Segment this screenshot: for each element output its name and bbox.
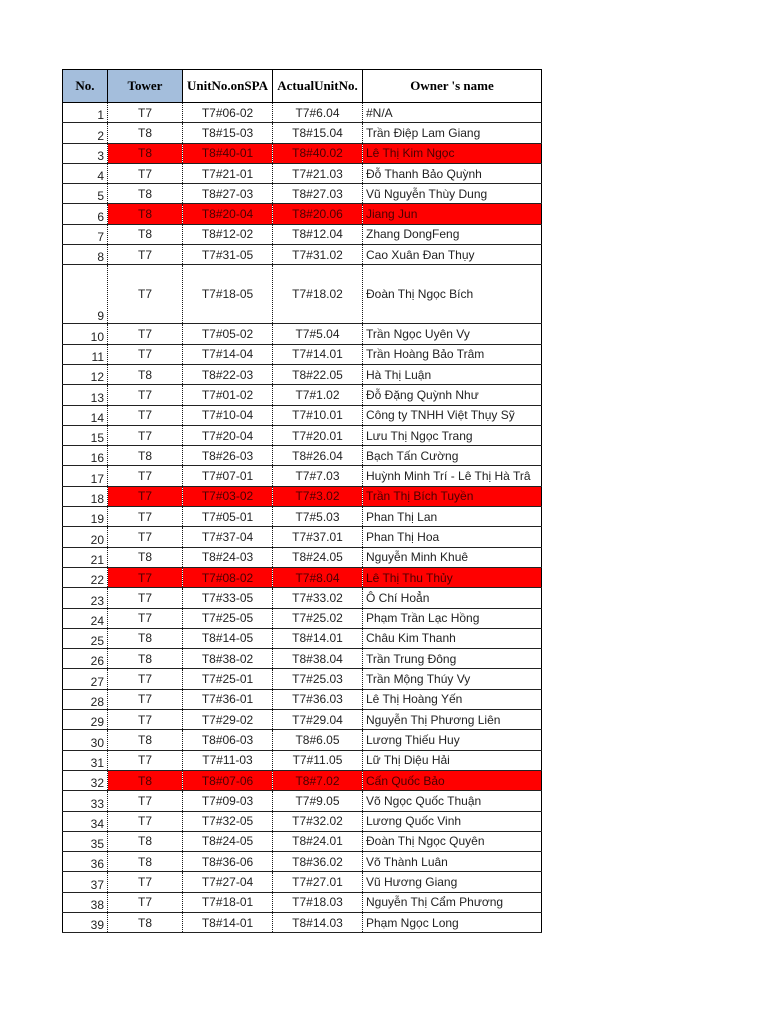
cell-unit-spa[interactable]: T7#05-02 [183,324,273,344]
cell-unit-spa[interactable]: T7#14-04 [183,344,273,364]
cell-unit-actual[interactable]: T8#26.04 [273,446,363,466]
cell-tower[interactable]: T7 [108,608,183,628]
cell-tower[interactable]: T7 [108,689,183,709]
table-row [63,730,542,750]
cell-owner[interactable]: Lương Thiếu Huy [363,730,542,750]
table-row [63,446,542,466]
cell-tower[interactable]: T8 [108,831,183,851]
cell-unit-actual[interactable]: T7#33.02 [273,588,363,608]
cell-owner[interactable]: Lê Thị Hoàng Yến [363,689,542,709]
cell-tower[interactable]: T7 [108,710,183,730]
cell-no[interactable]: 12 [63,364,108,384]
cell-no[interactable]: 36 [63,852,108,872]
cell-no[interactable]: 14 [63,405,108,425]
cell-no[interactable]: 31 [63,750,108,770]
cell-tower[interactable]: T7 [108,486,183,506]
cell-tower[interactable]: T8 [108,628,183,648]
cell-unit-actual[interactable]: T7#31.02 [273,245,363,265]
cell-no[interactable]: 15 [63,425,108,445]
cell-unit-actual[interactable]: T7#9.05 [273,791,363,811]
table-row [63,224,542,244]
cell-unit-actual[interactable]: T7#25.03 [273,669,363,689]
cell-owner[interactable]: Vũ Nguyễn Thùy Dung [363,184,542,204]
cell-unit-spa[interactable]: T8#36-06 [183,852,273,872]
table-row [63,588,542,608]
cell-tower[interactable]: T7 [108,507,183,527]
cell-owner[interactable]: Bạch Tấn Cường [363,446,542,466]
cell-unit-spa[interactable]: T8#15-03 [183,123,273,143]
cell-owner[interactable]: Huỳnh Minh Trí - Lê Thị Hà Trâ [363,466,542,486]
cell-unit-spa[interactable]: T7#31-05 [183,245,273,265]
cell-tower[interactable]: T7 [108,425,183,445]
cell-unit-spa[interactable]: T8#14-01 [183,912,273,932]
cell-no[interactable]: 17 [63,466,108,486]
cell-unit-spa[interactable]: T8#07-06 [183,770,273,790]
cell-owner[interactable]: Trần Trung Đông [363,649,542,669]
cell-owner[interactable]: Lê Thị Kim Ngọc [363,143,542,163]
cell-unit-spa[interactable]: T7#36-01 [183,689,273,709]
cell-unit-spa[interactable]: T8#24-03 [183,547,273,567]
cell-unit-spa[interactable]: T7#05-01 [183,507,273,527]
cell-unit-spa[interactable]: T8#20-04 [183,204,273,224]
cell-owner[interactable]: Phạm Ngọc Long [363,912,542,932]
table-row [63,527,542,547]
cell-unit-actual[interactable]: T8#6.05 [273,730,363,750]
cell-tower[interactable]: T8 [108,184,183,204]
cell-owner[interactable]: Đỗ Thanh Bảo Quỳnh [363,163,542,183]
cell-unit-actual[interactable]: T8#27.03 [273,184,363,204]
cell-tower[interactable]: T7 [108,872,183,892]
cell-no[interactable]: 16 [63,446,108,466]
cell-unit-spa[interactable]: T8#26-03 [183,446,273,466]
cell-unit-actual[interactable]: T8#38.04 [273,649,363,669]
cell-unit-actual[interactable]: T7#6.04 [273,103,363,123]
cell-unit-actual[interactable]: T8#12.04 [273,224,363,244]
owner-table [62,69,542,933]
cell-tower[interactable]: T8 [108,852,183,872]
cell-unit-spa[interactable]: T7#21-01 [183,163,273,183]
header-no[interactable]: No. [63,70,108,103]
cell-no[interactable]: 24 [63,608,108,628]
cell-unit-spa[interactable]: T8#14-05 [183,628,273,648]
cell-no[interactable]: 38 [63,892,108,912]
cell-no[interactable]: 23 [63,588,108,608]
cell-unit-actual[interactable]: T7#7.03 [273,466,363,486]
cell-unit-spa[interactable]: T7#10-04 [183,405,273,425]
cell-unit-actual[interactable]: T7#10.01 [273,405,363,425]
cell-unit-actual[interactable]: T7#5.03 [273,507,363,527]
table-row [63,123,542,143]
cell-no[interactable]: 32 [63,770,108,790]
table-row [63,324,542,344]
table-row [63,852,542,872]
table-row [63,265,542,324]
cell-unit-actual[interactable]: T8#14.01 [273,628,363,648]
table-row [63,344,542,364]
table-row [63,831,542,851]
cell-no[interactable]: 7 [63,224,108,244]
cell-unit-spa[interactable]: T8#38-02 [183,649,273,669]
cell-unit-actual[interactable]: T7#14.01 [273,344,363,364]
cell-tower[interactable]: T7 [108,791,183,811]
cell-unit-actual[interactable]: T7#18.03 [273,892,363,912]
cell-no[interactable]: 25 [63,628,108,648]
cell-tower[interactable]: T8 [108,224,183,244]
cell-no[interactable]: 11 [63,344,108,364]
cell-unit-actual[interactable]: T7#36.03 [273,689,363,709]
cell-tower[interactable]: T7 [108,245,183,265]
cell-owner[interactable]: Võ Thành Luân [363,852,542,872]
cell-unit-actual[interactable]: T7#11.05 [273,750,363,770]
cell-owner[interactable]: Trần Thị Bích Tuyền [363,486,542,506]
cell-no[interactable]: 2 [63,123,108,143]
cell-tower[interactable]: T7 [108,344,183,364]
cell-unit-actual[interactable]: T7#1.02 [273,385,363,405]
table-row [63,791,542,811]
cell-unit-spa[interactable]: T8#40-01 [183,143,273,163]
cell-unit-spa[interactable]: T7#08-02 [183,567,273,587]
table-row [63,710,542,730]
cell-unit-spa[interactable]: T7#20-04 [183,425,273,445]
table-row [63,811,542,831]
cell-unit-spa[interactable]: T7#06-02 [183,103,273,123]
cell-tower[interactable]: T8 [108,123,183,143]
cell-tower[interactable]: T8 [108,547,183,567]
cell-no[interactable]: 18 [63,486,108,506]
cell-no[interactable]: 19 [63,507,108,527]
cell-owner[interactable]: Lữ Thị Diệu Hải [363,750,542,770]
table-row [63,912,542,932]
cell-unit-actual[interactable]: T8#7.02 [273,770,363,790]
cell-tower[interactable]: T7 [108,527,183,547]
table-row [63,163,542,183]
cell-tower[interactable]: T7 [108,385,183,405]
cell-owner[interactable]: Trần Điệp Lam Giang [363,123,542,143]
cell-no[interactable]: 28 [63,689,108,709]
cell-owner[interactable]: Zhang DongFeng [363,224,542,244]
cell-tower[interactable]: T7 [108,892,183,912]
cell-no[interactable]: 5 [63,184,108,204]
table-body [63,103,542,933]
cell-tower[interactable]: T8 [108,770,183,790]
table-row [63,466,542,486]
cell-tower[interactable]: T7 [108,750,183,770]
cell-owner[interactable]: Nguyễn Minh Khuê [363,547,542,567]
cell-unit-actual[interactable]: T7#25.02 [273,608,363,628]
cell-no[interactable]: 4 [63,163,108,183]
header-tower[interactable]: Tower [108,70,183,103]
cell-owner[interactable]: Hà Thị Luận [363,364,542,384]
cell-owner[interactable]: Lưu Thị Ngọc Trang [363,425,542,445]
cell-tower[interactable]: T8 [108,446,183,466]
table-row [63,385,542,405]
cell-tower[interactable]: T8 [108,204,183,224]
cell-tower[interactable]: T8 [108,649,183,669]
table-row [63,486,542,506]
cell-tower[interactable]: T7 [108,405,183,425]
cell-no[interactable]: 33 [63,791,108,811]
cell-owner[interactable]: Nguyễn Thị Cẩm Phương [363,892,542,912]
cell-unit-spa[interactable]: T7#18-05 [183,265,273,324]
cell-owner[interactable]: Đoàn Thị Ngọc Quyên [363,831,542,851]
cell-owner[interactable]: Ô Chí Hoẳn [363,588,542,608]
cell-owner[interactable]: Trần Mộng Thúy Vy [363,669,542,689]
cell-owner[interactable]: Châu Kim Thanh [363,628,542,648]
cell-owner[interactable]: Võ Ngọc Quốc Thuận [363,791,542,811]
cell-unit-actual[interactable]: T8#40.02 [273,143,363,163]
cell-unit-actual[interactable]: T8#36.02 [273,852,363,872]
cell-unit-spa[interactable]: T7#01-02 [183,385,273,405]
cell-unit-actual[interactable]: T8#22.05 [273,364,363,384]
table-row [63,245,542,265]
cell-no[interactable]: 3 [63,143,108,163]
cell-tower[interactable]: T7 [108,324,183,344]
cell-unit-actual[interactable]: T8#24.05 [273,547,363,567]
cell-owner[interactable]: Cấn Quốc Bảo [363,770,542,790]
cell-no[interactable]: 26 [63,649,108,669]
table-row [63,143,542,163]
cell-unit-actual[interactable]: T8#24.01 [273,831,363,851]
cell-no[interactable]: 13 [63,385,108,405]
cell-tower[interactable]: T7 [108,567,183,587]
cell-tower[interactable]: T7 [108,163,183,183]
header-owner[interactable]: Owner 's name [363,70,542,103]
cell-unit-actual[interactable]: T7#21.03 [273,163,363,183]
cell-tower[interactable]: T7 [108,811,183,831]
cell-unit-actual[interactable]: T7#37.01 [273,527,363,547]
cell-unit-spa[interactable]: T8#12-02 [183,224,273,244]
cell-unit-actual[interactable]: T8#14.03 [273,912,363,932]
cell-unit-spa[interactable]: T7#29-02 [183,710,273,730]
cell-tower[interactable]: T8 [108,143,183,163]
table-row [63,567,542,587]
cell-unit-spa[interactable]: T7#25-01 [183,669,273,689]
cell-owner[interactable]: Phạm Trần Lạc Hồng [363,608,542,628]
cell-tower[interactable]: T8 [108,912,183,932]
cell-tower[interactable]: T7 [108,466,183,486]
cell-owner[interactable]: Trần Ngọc Uyên Vy [363,324,542,344]
table-row [63,689,542,709]
cell-unit-spa[interactable]: T7#07-01 [183,466,273,486]
cell-owner[interactable]: Đoàn Thị Ngọc Bích [363,265,542,324]
header-unit-actual[interactable]: ActualUnitNo. [273,70,363,103]
cell-owner[interactable]: Lương Quốc Vinh [363,811,542,831]
cell-unit-spa[interactable]: T8#24-05 [183,831,273,851]
cell-unit-spa[interactable]: T7#03-02 [183,486,273,506]
cell-tower[interactable]: T7 [108,588,183,608]
cell-unit-actual[interactable]: T7#5.04 [273,324,363,344]
cell-unit-spa[interactable]: T8#22-03 [183,364,273,384]
cell-owner[interactable]: Jiang Jun [363,204,542,224]
table-row [63,892,542,912]
cell-owner[interactable]: Đỗ Đặng Quỳnh Như [363,385,542,405]
table-row [63,204,542,224]
cell-no[interactable]: 20 [63,527,108,547]
cell-unit-actual[interactable]: T7#3.02 [273,486,363,506]
cell-unit-spa[interactable]: T8#06-03 [183,730,273,750]
header-unit-spa[interactable]: UnitNo.onSPA [183,70,273,103]
cell-owner[interactable]: Phan Thị Hoa [363,527,542,547]
table-row [63,750,542,770]
table-row [63,669,542,689]
table-row [63,507,542,527]
cell-no[interactable]: 21 [63,547,108,567]
table-row [63,628,542,648]
cell-owner[interactable]: Cao Xuân Đan Thụy [363,245,542,265]
cell-unit-actual[interactable]: T7#32.02 [273,811,363,831]
cell-owner[interactable]: Công ty TNHH Việt Thụy Sỹ [363,405,542,425]
table-row [63,872,542,892]
cell-no[interactable]: 22 [63,567,108,587]
table-row [63,547,542,567]
cell-no[interactable]: 9 [63,265,108,324]
cell-tower[interactable]: T7 [108,669,183,689]
cell-unit-spa[interactable]: T7#25-05 [183,608,273,628]
table-row [63,184,542,204]
cell-owner[interactable]: Phan Thị Lan [363,507,542,527]
cell-unit-spa[interactable]: T7#32-05 [183,811,273,831]
cell-no[interactable]: 10 [63,324,108,344]
table-row [63,425,542,445]
cell-no[interactable]: 39 [63,912,108,932]
cell-no[interactable]: 35 [63,831,108,851]
table-row [63,608,542,628]
cell-unit-actual[interactable]: T7#18.02 [273,265,363,324]
cell-owner[interactable]: Trần Hoàng Bảo Trâm [363,344,542,364]
cell-owner[interactable]: Lê Thị Thu Thủy [363,567,542,587]
cell-unit-spa[interactable]: T7#11-03 [183,750,273,770]
cell-no[interactable]: 34 [63,811,108,831]
cell-no[interactable]: 8 [63,245,108,265]
table-row [63,649,542,669]
cell-owner[interactable]: Nguyễn Thị Phương Liên [363,710,542,730]
cell-unit-actual[interactable]: T8#20.06 [273,204,363,224]
table-row [63,770,542,790]
header-row [63,70,542,103]
cell-tower[interactable]: T7 [108,103,183,123]
cell-tower[interactable]: T8 [108,730,183,750]
cell-tower[interactable]: T7 [108,265,183,324]
cell-no[interactable]: 27 [63,669,108,689]
cell-no[interactable]: 37 [63,872,108,892]
cell-unit-spa[interactable]: T7#27-04 [183,872,273,892]
cell-no[interactable]: 1 [63,103,108,123]
cell-unit-spa[interactable]: T7#09-03 [183,791,273,811]
table-row [63,405,542,425]
cell-no[interactable]: 30 [63,730,108,750]
table-row [63,364,542,384]
cell-unit-spa[interactable]: T8#27-03 [183,184,273,204]
cell-unit-actual[interactable]: T7#27.01 [273,872,363,892]
cell-unit-actual[interactable]: T7#8.04 [273,567,363,587]
cell-no[interactable]: 6 [63,204,108,224]
cell-no[interactable]: 29 [63,710,108,730]
cell-owner[interactable]: Vũ Hương Giang [363,872,542,892]
cell-unit-actual[interactable]: T8#15.04 [273,123,363,143]
table-row [63,103,542,123]
cell-unit-actual[interactable]: T7#20.01 [273,425,363,445]
cell-unit-spa[interactable]: T7#33-05 [183,588,273,608]
cell-owner[interactable]: #N/A [363,103,542,123]
cell-unit-actual[interactable]: T7#29.04 [273,710,363,730]
cell-tower[interactable]: T8 [108,364,183,384]
cell-unit-spa[interactable]: T7#18-01 [183,892,273,912]
cell-unit-spa[interactable]: T7#37-04 [183,527,273,547]
